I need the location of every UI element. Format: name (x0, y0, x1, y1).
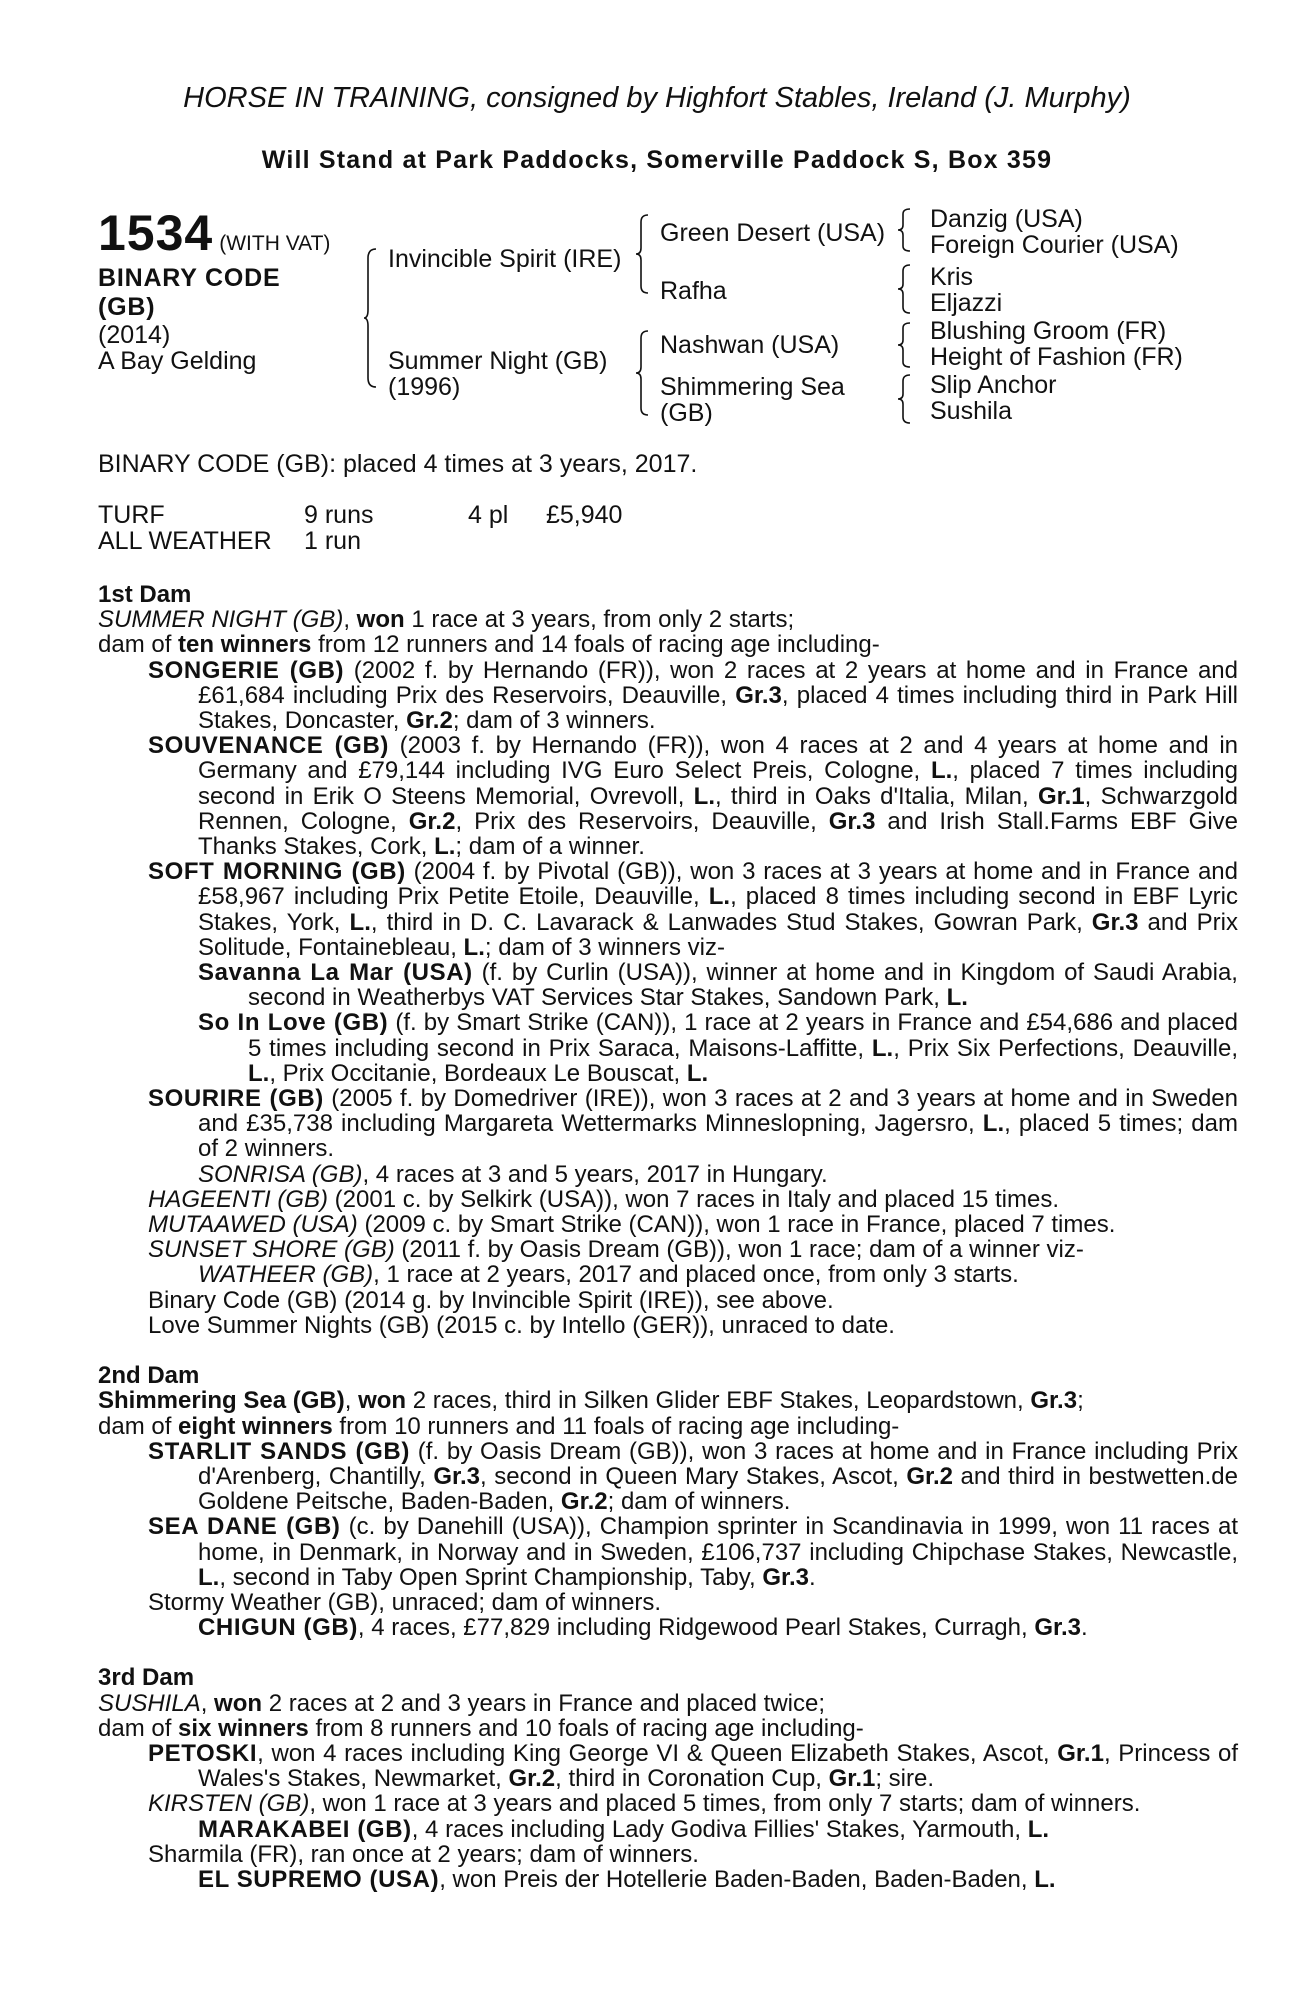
third-dam-produce: dam of six winners from 8 runners and 10 foals of racing age including- (98, 1714, 864, 1742)
first-dam-record: SUMMER NIGHT (GB), won 1 race at 3 years, from only 2 starts; (98, 606, 795, 634)
second-dam-produce: dam of eight winners from 10 runners and 11 foals of racing age including- (98, 1412, 900, 1440)
ggp-6: Height of Fashion (FR) (930, 343, 1183, 371)
pedigree-brace-ggp4 (898, 374, 912, 424)
ggp-4: Eljazzi (930, 289, 1003, 317)
produce-marakabei: MARAKABEI (GB), 4 races including Lady Godiva Fillies' Stakes, Yarmouth, L. (198, 1815, 1050, 1843)
turf-label: TURF (98, 501, 165, 529)
race-summary: BINARY CODE (GB): placed 4 times at 3 years, 2017. (98, 450, 698, 478)
vat-note: (WITH VAT) (219, 232, 331, 255)
produce-petoski: PETOSKI, won 4 races including King George VI & Queen Elizabeth Stakes, Ascot, Gr.1, Princess of Wales's Stakes, Newmarket, Gr.2, third in Coronation Cup, Gr.1; sire. (148, 1739, 1238, 1793)
turf-prize: £5,940 (546, 501, 623, 529)
ggp-2: Foreign Courier (USA) (930, 231, 1179, 259)
produce-starlit-sands: STARLIT SANDS (GB) (f. by Oasis Dream (GB)), won 3 races at home and in France including Prix d'Arenberg, Chantilly, Gr.3, second in Queen Mary Stakes, Ascot, Gr.2 and third in bestwetten.de Goldene Peitsche, Baden-Baden, Gr.2; dam of winners. (148, 1437, 1238, 1516)
foaling-year: (2014) (98, 321, 171, 349)
sire: Invincible Spirit (IRE) (388, 245, 622, 273)
sire-dam: Rafha (660, 277, 727, 305)
lot-number-block (98, 204, 330, 262)
dam: Summer Night (GB) (388, 347, 608, 375)
produce-stormy-weather: Stormy Weather (GB), unraced; dam of winners. (148, 1588, 662, 1616)
produce-binary-code: Binary Code (GB) (2014 g. by Invincible Spirit (IRE)), see above. (148, 1286, 834, 1314)
first-dam-produce: dam of ten winners from 12 runners and 14 foals of racing age including- (98, 631, 880, 659)
lot-number: 1534 (98, 205, 214, 261)
ggp-7: Slip Anchor (930, 371, 1057, 399)
dam-dam-origin: (GB) (660, 399, 713, 427)
first-dam-title: 1st Dam (98, 581, 192, 608)
produce-el-supremo: EL SUPREMO (USA), won Preis der Hotellerie Baden-Baden, Baden-Baden, L. (198, 1865, 1056, 1893)
horse-name-line2: (GB) (98, 293, 156, 321)
produce-sea-dane: SEA DANE (GB) (c. by Danehill (USA)), Champion sprinter in Scandinavia in 1999, won 11 races at home, in Denmark, in Norway and in Sweden, £106,737 including Chipchase Stakes, Newcastle, L., second in Taby Open Sprint Championship, Taby, Gr.3. (148, 1513, 1238, 1591)
pedigree-brace-ggp3 (898, 322, 912, 368)
produce-sunset-shore: SUNSET SHORE (GB) (2011 f. by Oasis Dream (GB)), won 1 race; dam of a winner viz- (148, 1236, 1084, 1264)
turf-runs: 9 runs (304, 501, 374, 529)
produce-chigun: CHIGUN (GB), 4 races, £77,829 including Ridgewood Pearl Stakes, Curragh, Gr.3. (198, 1614, 1088, 1642)
horse-name-line1: BINARY CODE (98, 264, 281, 292)
dam-year: (1996) (388, 373, 461, 401)
pedigree-brace-main (364, 248, 378, 388)
horse-name (98, 264, 358, 322)
produce-sourire: SOURIRE (GB) (2005 f. by Domedriver (IRE)), won 3 races at 2 and 3 years at home and in Sweden and £35,738 including Margareta Wettermarks Minneslopning, Jagersro, L., placed 5 times; dam of 2 winners. (148, 1085, 1239, 1163)
aw-runs: 1 run (304, 527, 361, 555)
pedigree-brace-ggp1 (898, 208, 912, 252)
produce-savanna-la-mar: Savanna La Mar (USA) (f. by Curlin (USA)), winner at home and in Kingdom of Saudi Arabia, second in Weatherbys VAT Services Star Stakes, Sandown Park, L. (198, 959, 1238, 1012)
ggp-1: Danzig (USA) (930, 205, 1083, 233)
dam-sire: Nashwan (USA) (660, 331, 840, 359)
pedigree-brace-ggp2 (898, 264, 912, 314)
ggp-8: Sushila (930, 397, 1012, 425)
produce-kirsten: KIRSTEN (GB), won 1 race at 3 years and placed 5 times, from only 7 starts; dam of winners. (148, 1790, 1141, 1818)
produce-souvenance: SOUVENANCE (GB) (2003 f. by Hernando (FR)), won 4 races at 2 and 4 years at home and in Germany and £79,144 including IVG Euro Select Preis, Cologne, L., placed 7 times including second in Erik O Steens Memorial, Ovrevoll, L., third in Oaks d'Italia, Milan, Gr.1, Schwarzgold Rennen, Cologne, Gr.2, Prix des Reservoirs, Deauville, Gr.3 and Irish Stall.Farms EBF Give Thanks Stakes, Cork, L.; dam of a winner. (148, 732, 1239, 861)
ggp-5: Blushing Groom (FR) (930, 317, 1167, 345)
ggp-3: Kris (930, 263, 974, 291)
horse-description: A Bay Gelding (98, 347, 257, 375)
stand-location: Will Stand at Park Paddocks, Somerville Paddock S, Box 359 (261, 146, 1053, 174)
produce-so-in-love: So In Love (GB) (f. by Smart Strike (CAN)), 1 race at 2 years in France and £54,686 and placed 5 times including second in Prix Saraca, Maisons-Laffitte, L., Prix Six Perfections, Deauville, L., Prix Occitanie, Bordeaux Le Bouscat, L. (198, 1009, 1239, 1087)
sire-sire: Green Desert (USA) (660, 219, 886, 247)
pedigree-brace-dam (636, 330, 650, 416)
produce-songerie: SONGERIE (GB) (2002 f. by Hernando (FR)), won 2 races at 2 years at home and in France and £61,684 including Prix des Reservoirs, Deauville, Gr.3, placed 4 times including third in Park Hill Stakes, Doncaster, Gr.2; dam of 3 winners. (148, 656, 1238, 735)
produce-mutaawed: MUTAAWED (USA) (2009 c. by Smart Strike (CAN)), won 1 race in France, placed 7 times. (148, 1211, 1116, 1239)
produce-soft-morning: SOFT MORNING (GB) (2004 f. by Pivotal (GB)), won 3 races at 3 years at home and in France and £58,967 including Prix Petite Etoile, Deauville, L., placed 8 times including second in EBF Lyric Stakes, York, L., third in D. C. Lavarack & Lanwades Stud Stakes, Gowran Park, Gr.3 and Prix Solitude, Fontainebleau, L.; dam of 3 winners viz- (148, 858, 1239, 961)
produce-love-summer-nights: Love Summer Nights (GB) (2015 c. by Intello (GER)), unraced to date. (148, 1311, 895, 1339)
second-dam-record: Shimmering Sea (GB), won 2 races, third in Silken Glider EBF Stakes, Leopardstown, Gr.3; (98, 1387, 1084, 1415)
third-dam-record: SUSHILA, won 2 races at 2 and 3 years in France and placed twice; (98, 1689, 826, 1717)
pedigree-brace-sire (636, 214, 650, 294)
second-dam-title: 2nd Dam (98, 1362, 200, 1390)
turf-placed: 4 pl (468, 501, 509, 529)
page-heading: HORSE IN TRAINING, consigned by Highfort Stables, Ireland (J. Murphy) (183, 82, 1131, 114)
produce-hageenti: HAGEENTI (GB) (2001 c. by Selkirk (USA)), won 7 races in Italy and placed 15 times. (148, 1185, 1059, 1213)
dam-dam: Shimmering Sea (660, 373, 845, 401)
third-dam-title: 3rd Dam (98, 1664, 195, 1692)
produce-sonrisa: SONRISA (GB), 4 races at 3 and 5 years, 2017 in Hungary. (198, 1160, 828, 1188)
aw-label: ALL WEATHER (98, 527, 272, 555)
produce-watheer: WATHEER (GB), 1 race at 2 years, 2017 and placed once, from only 3 starts. (198, 1261, 1019, 1289)
pedigree-notes (98, 582, 1238, 1892)
produce-sharmila: Sharmila (FR), ran once at 2 years; dam of winners. (148, 1840, 699, 1868)
